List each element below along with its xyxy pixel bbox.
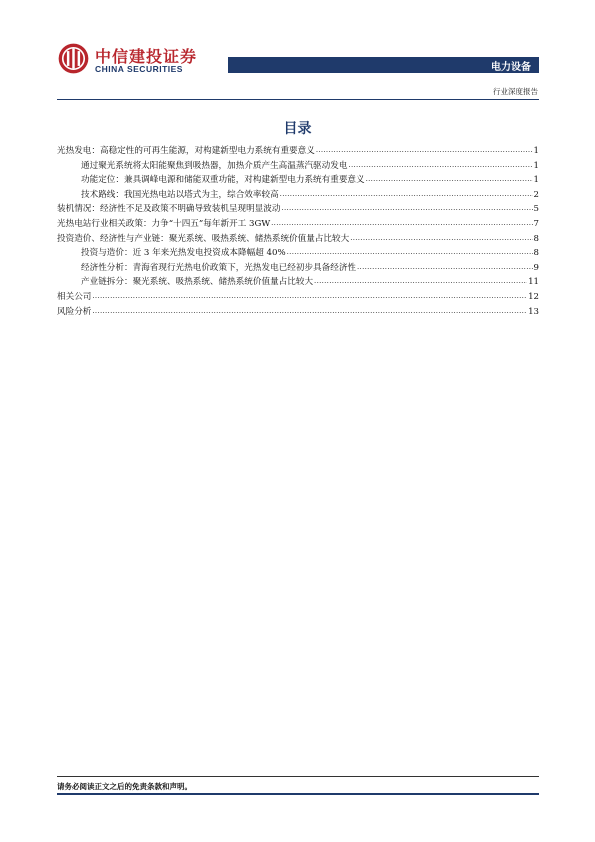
toc-dot-leader bbox=[92, 291, 527, 301]
toc-entry-text: 技术路线：我国光热电站以塔式为主，综合效率较高 bbox=[81, 189, 279, 200]
toc-dot-leader bbox=[348, 160, 532, 170]
header-divider bbox=[57, 99, 539, 100]
china-securities-logo-icon bbox=[57, 42, 90, 75]
toc-entry-page: 5 bbox=[533, 204, 539, 215]
report-type-label: 行业深度报告 bbox=[493, 87, 538, 96]
toc-entry-page: 7 bbox=[533, 218, 539, 229]
toc-entry-text: 光热发电：高稳定性的可再生能源，对构建新型电力系统有重要意义 bbox=[57, 146, 315, 156]
toc-entry-page: 13 bbox=[528, 306, 539, 317]
logo-english-name: CHINA SECURITIES bbox=[95, 64, 183, 74]
toc-entry-text: 经济性分析：青海省现行光热电价政策下，光热发电已经初步具备经济性 bbox=[81, 262, 357, 273]
toc-entry[interactable] bbox=[57, 159, 539, 174]
toc-entry-page: 1 bbox=[533, 175, 539, 186]
toc-title: 目录 bbox=[283, 121, 312, 137]
toc-dot-leader bbox=[316, 145, 533, 155]
toc-entry[interactable] bbox=[57, 261, 539, 276]
toc-entry[interactable] bbox=[57, 202, 539, 217]
toc-entry-text: 相关公司 bbox=[57, 291, 92, 302]
toc-entry-page: 11 bbox=[528, 277, 539, 288]
toc-entry-page: 1 bbox=[533, 160, 539, 171]
toc-dot-leader bbox=[357, 262, 533, 272]
section-label: 电力设备 bbox=[491, 62, 531, 73]
toc-entry-page: 9 bbox=[533, 262, 539, 273]
toc-entry-text: 功能定位：兼具调峰电源和储能双重功能，对构建新型电力系统有重要意义 bbox=[81, 175, 365, 186]
toc-entry-page: 8 bbox=[533, 248, 539, 259]
toc-entry-text: 产业链拆分：聚光系统、吸热系统、储热系统价值量占比较大 bbox=[81, 277, 314, 288]
toc-entry-page: 12 bbox=[528, 291, 539, 302]
toc-dot-leader bbox=[314, 276, 527, 286]
toc-entry[interactable] bbox=[57, 188, 539, 203]
table-of-contents bbox=[57, 144, 539, 319]
toc-entry-text: 通过聚光系统将太阳能聚焦到吸热器，加热介质产生高温蒸汽驱动发电 bbox=[81, 160, 348, 171]
toc-dot-leader bbox=[366, 174, 533, 184]
toc-entry-page: 8 bbox=[533, 233, 539, 244]
toc-entry-text: 风险分析 bbox=[57, 306, 92, 317]
toc-entry-text: 光热电站行业相关政策：力争“十四五”每年新开工 3GW bbox=[57, 218, 271, 229]
toc-entry[interactable] bbox=[57, 275, 539, 290]
toc-dot-leader bbox=[271, 218, 532, 228]
toc-entry[interactable] bbox=[57, 217, 539, 232]
toc-entry-page: 1 bbox=[533, 146, 539, 156]
toc-entry-page: 2 bbox=[533, 189, 539, 200]
toc-entry[interactable] bbox=[57, 246, 539, 261]
footer-bottom-rule bbox=[57, 793, 539, 795]
company-logo bbox=[57, 42, 197, 76]
section-banner bbox=[228, 57, 539, 73]
toc-dot-leader bbox=[280, 189, 533, 199]
toc-dot-leader bbox=[92, 306, 527, 316]
toc-entry[interactable] bbox=[57, 290, 539, 305]
toc-entry[interactable] bbox=[57, 144, 539, 159]
toc-entry[interactable] bbox=[57, 232, 539, 247]
toc-entry-text: 投资与造价：近 3 年来光热发电投资成本降幅超 40% bbox=[81, 248, 286, 259]
toc-dot-leader bbox=[350, 233, 532, 243]
footer-disclaimer: 请务必阅读正文之后的免责条款和声明。 bbox=[57, 782, 192, 791]
toc-dot-leader bbox=[287, 247, 533, 257]
footer-divider bbox=[57, 776, 539, 777]
toc-entry[interactable] bbox=[57, 305, 539, 320]
toc-entry[interactable] bbox=[57, 173, 539, 188]
toc-entry-text: 装机情况：经济性不足及政策不明确导致装机呈现明显波动 bbox=[57, 204, 281, 215]
toc-entry-text: 投资造价、经济性与产业链：聚光系统、吸热系统、储热系统价值量占比较大 bbox=[57, 233, 350, 244]
toc-dot-leader bbox=[281, 203, 532, 213]
logo-chinese-name: 中信建投证券 bbox=[95, 47, 198, 66]
